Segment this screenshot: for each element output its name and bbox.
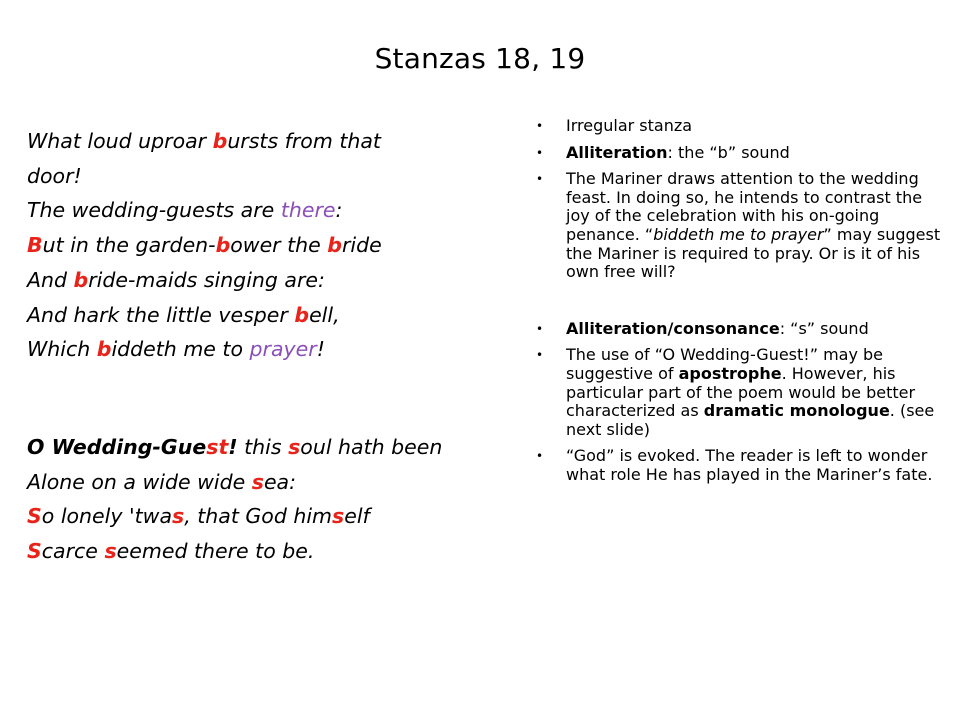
bullet-item xyxy=(534,170,944,282)
poem-line xyxy=(27,159,527,194)
text-run: : the “b” sound xyxy=(667,142,790,162)
text-run-hl: s xyxy=(332,504,345,529)
text-run: ell, xyxy=(309,302,340,327)
text-run-pur: there xyxy=(280,198,336,223)
text-run-b: apostrophe xyxy=(678,363,782,383)
stanza-19 xyxy=(27,430,442,569)
slide-title: Stanzas 18, 19 xyxy=(374,42,586,75)
text-run-hl: S xyxy=(27,539,42,564)
poem-line xyxy=(27,228,527,263)
spacer xyxy=(534,290,944,320)
text-run: ower the xyxy=(230,233,328,258)
text-run-hl: st xyxy=(206,435,229,459)
bullet-icon: • xyxy=(536,145,544,160)
text-run-hl: s xyxy=(251,469,264,494)
poem-line xyxy=(27,193,527,228)
poem-line xyxy=(27,430,442,465)
text-run-hl: s xyxy=(288,435,301,459)
text-run-hl: B xyxy=(27,233,43,258)
text-run-hl: b xyxy=(73,267,89,292)
text-run: this xyxy=(237,435,289,459)
text-run: iddeth me to xyxy=(111,337,250,362)
text-run: ride-maids singing are: xyxy=(88,267,325,292)
notes-list xyxy=(534,117,944,493)
text-run: ea: xyxy=(263,469,297,494)
text-run: ride xyxy=(341,233,382,258)
text-run-b: dramatic monologue xyxy=(703,401,890,421)
text-run: . (see next slide) xyxy=(566,401,935,439)
bullet-icon: • xyxy=(536,449,544,464)
bullet-item xyxy=(534,117,944,136)
text-run: : xyxy=(335,198,343,223)
text-run: . However, his particular part of the poem would be better characterized as xyxy=(566,363,916,421)
poem-line xyxy=(27,298,527,333)
text-run-b: ! xyxy=(228,435,238,459)
poem-line xyxy=(27,332,527,367)
text-run: And hark the little vesper xyxy=(27,302,295,327)
text-run: The use of “O Wedding-Guest!” may be suggestive of xyxy=(566,345,884,383)
text-run: What loud uproar xyxy=(27,129,213,153)
bullet-item xyxy=(534,447,944,484)
text-run: eemed there to be. xyxy=(116,539,315,564)
bullet-icon: • xyxy=(536,172,544,187)
text-run: Alone on a wide wide xyxy=(27,469,252,494)
text-run: The wedding-guests are xyxy=(27,198,281,223)
bullet-item xyxy=(534,144,944,163)
text-run-it: biddeth me to prayer xyxy=(653,224,824,244)
poem-line xyxy=(27,499,442,534)
bullet-icon: • xyxy=(536,348,544,363)
text-run: ursts from that xyxy=(227,129,381,153)
poem-text xyxy=(27,124,527,564)
text-run-b: Alliteration xyxy=(566,142,668,162)
text-run-hl: S xyxy=(27,504,42,529)
text-run: ut in the garden- xyxy=(42,233,216,258)
text-run: ” may suggest the Mariner is required to pray. Or is it of his own free will? xyxy=(566,224,941,282)
text-run: oul hath been xyxy=(300,435,443,459)
text-run-hl: s xyxy=(104,539,117,564)
bullet-icon: • xyxy=(536,119,544,133)
text-run: ! xyxy=(316,337,325,362)
text-run: , that God him xyxy=(184,504,333,529)
text-run: carce xyxy=(41,539,105,564)
text-run: And xyxy=(27,267,74,292)
text-run: door! xyxy=(27,163,82,188)
text-run: o lonely 'twa xyxy=(41,504,173,529)
bullet-item xyxy=(534,320,944,339)
text-run: Irregular stanza xyxy=(566,116,693,135)
text-run: “God” is evoked. The reader is left to wonder what role He has played in the Mariner’s fate. xyxy=(566,446,933,484)
text-run-pur: prayer xyxy=(249,337,317,362)
text-run-hl: b xyxy=(294,302,310,327)
text-run-b: Alliteration/consonance xyxy=(566,318,780,338)
bullet-item xyxy=(534,346,944,439)
poem-line xyxy=(27,263,527,298)
text-run-hl: b xyxy=(212,129,228,153)
text-run-hl: s xyxy=(172,504,185,529)
text-run: : “s” sound xyxy=(779,318,869,338)
bullet-icon: • xyxy=(536,321,544,336)
text-run-hl: b xyxy=(327,233,342,258)
text-run: Which xyxy=(27,337,97,362)
text-run: The Mariner draws attention to the wedding feast. In doing so, he intends to contrast the joy of the celebration with his on-going penance. “ xyxy=(566,169,923,244)
text-run-hl: b xyxy=(96,337,112,362)
stanza-18 xyxy=(27,124,527,367)
poem-line xyxy=(27,534,442,569)
text-run: elf xyxy=(344,504,370,529)
poem-line xyxy=(27,124,527,159)
text-run-hl: b xyxy=(215,233,231,258)
text-run-b: O Wedding-Gue xyxy=(27,435,207,459)
poem-line xyxy=(27,465,442,500)
